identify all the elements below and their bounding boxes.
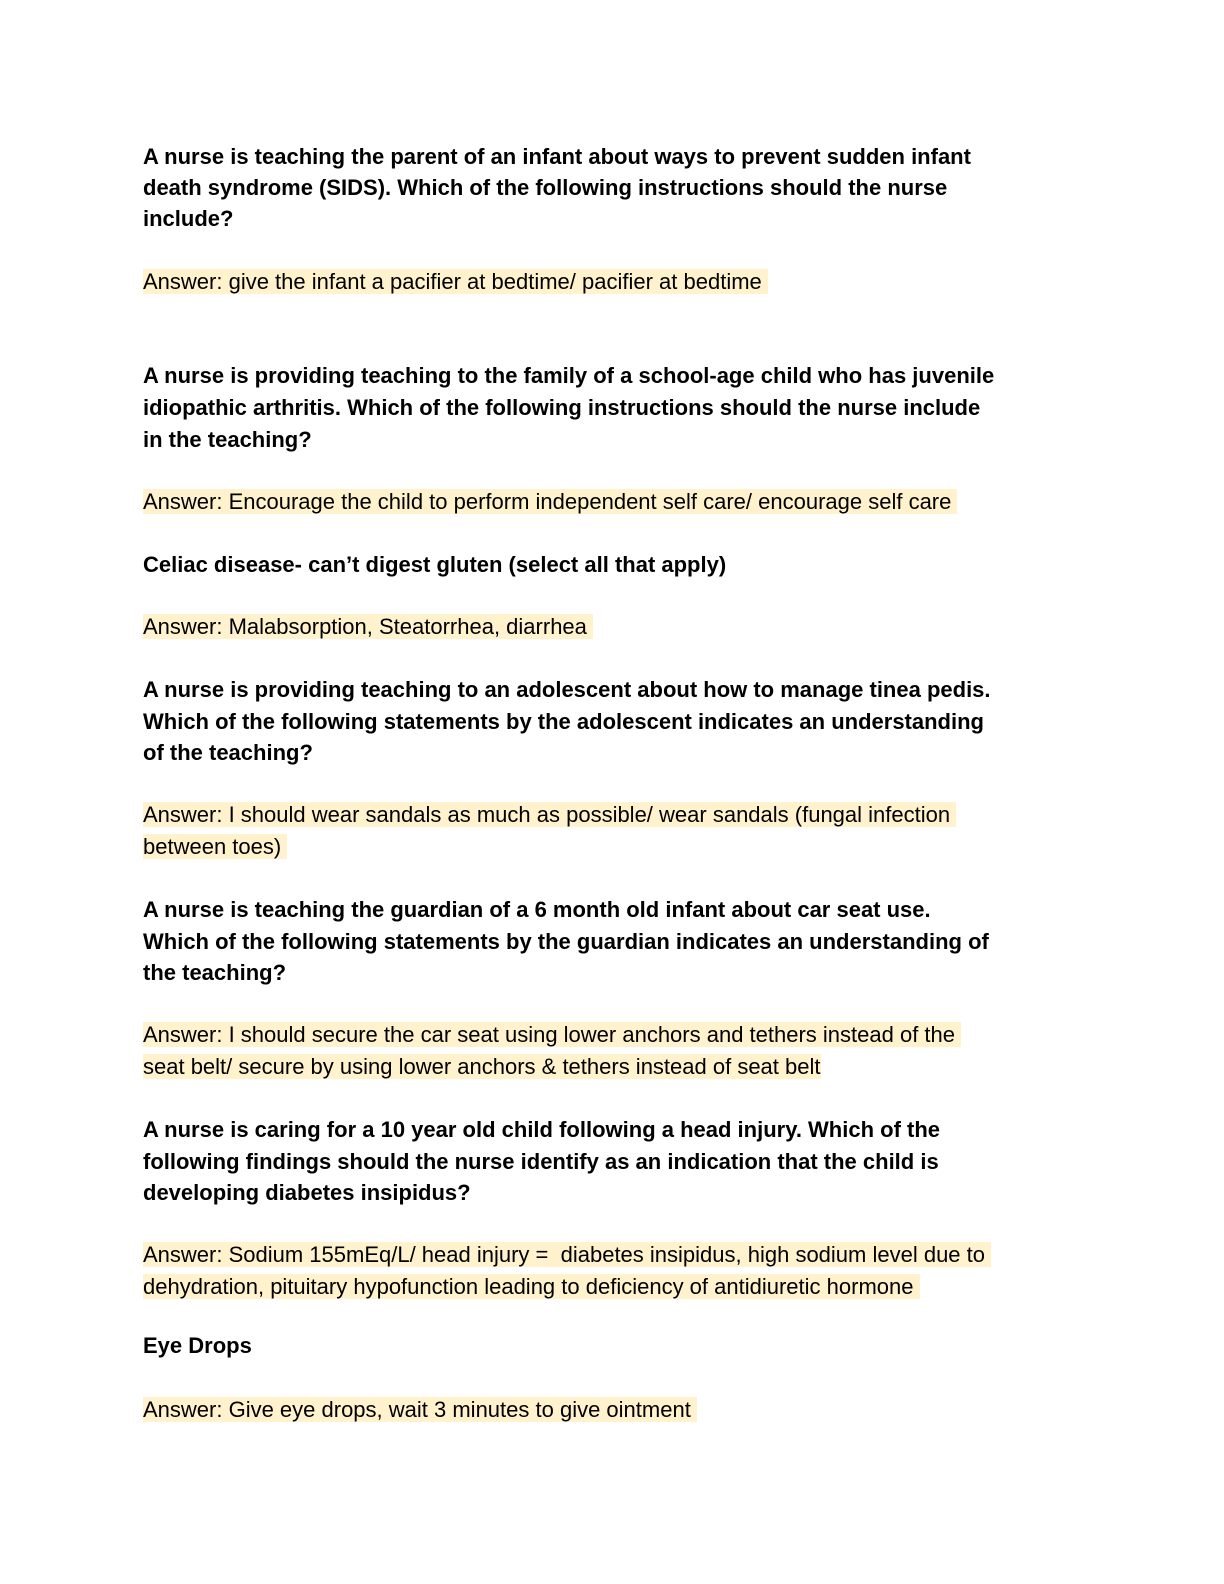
question-text: of the teaching?: [143, 740, 313, 765]
answer-highlight: Answer: I should wear sandals as much as possible/ wear sandals (fungal infection: [143, 802, 957, 827]
question-text: developing diabetes insipidus?: [143, 1180, 471, 1205]
question-text: A nurse is teaching the parent of an infant about ways to prevent sudden infant: [143, 144, 971, 169]
question-text: A nurse is providing teaching to an adolescent about how to manage tinea pedis.: [143, 677, 991, 702]
answer-highlight: Answer: Give eye drops, wait 3 minutes to give ointment: [143, 1397, 697, 1422]
answer-text: [143, 1239, 1078, 1271]
question-text: Eye Drops: [143, 1333, 252, 1358]
question-text: include?: [143, 206, 234, 231]
question-text: A nurse is teaching the guardian of a 6 month old infant about car seat use.: [143, 897, 931, 922]
question-text: the teaching?: [143, 960, 287, 985]
answer-text: [143, 1271, 1078, 1303]
answer-text: [143, 831, 1078, 863]
answer-highlight: Answer: Malabsorption, Steatorrhea, diarrhea: [143, 614, 594, 639]
question-text: following findings should the nurse identify as an indication that the child is: [143, 1149, 939, 1174]
answer-text: [143, 611, 1078, 643]
question-text: Celiac disease- can’t digest gluten (select all that apply): [143, 552, 727, 577]
answer-highlight: dehydration, pituitary hypofunction leading to deficiency of antidiuretic hormone: [143, 1274, 920, 1299]
question-text: Which of the following statements by the guardian indicates an understanding of: [143, 929, 989, 954]
question-text: A nurse is providing teaching to the family of a school-age child who has juvenile: [143, 363, 995, 388]
question-text: Which of the following statements by the adolescent indicates an understanding: [143, 709, 984, 734]
answer-highlight: Answer: I should secure the car seat using lower anchors and tethers instead of the: [143, 1022, 962, 1047]
question-text: death syndrome (SIDS). Which of the following instructions should the nurse: [143, 175, 948, 200]
answer-text: [143, 1019, 1078, 1051]
answer-highlight: between toes): [143, 834, 288, 859]
answer-text: [143, 266, 1078, 298]
question-text: in the teaching?: [143, 427, 312, 452]
answer-highlight: Answer: give the infant a pacifier at bedtime/ pacifier at bedtime: [143, 269, 768, 294]
question-text: A nurse is caring for a 10 year old child following a head injury. Which of the: [143, 1117, 941, 1142]
question-text: idiopathic arthritis. Which of the following instructions should the nurse include: [143, 395, 981, 420]
answer-text: [143, 486, 1078, 518]
answer-highlight: seat belt/ secure by using lower anchors & tethers instead of seat belt: [143, 1054, 821, 1079]
answer-text: [143, 1394, 1078, 1426]
answer-text: [143, 799, 1078, 831]
answer-highlight: Answer: Sodium 155mEq/L/ head injury = diabetes insipidus, high sodium level due to: [143, 1242, 992, 1267]
answer-text: [143, 1051, 1078, 1083]
answer-highlight: Answer: Encourage the child to perform independent self care/ encourage self care: [143, 489, 958, 514]
